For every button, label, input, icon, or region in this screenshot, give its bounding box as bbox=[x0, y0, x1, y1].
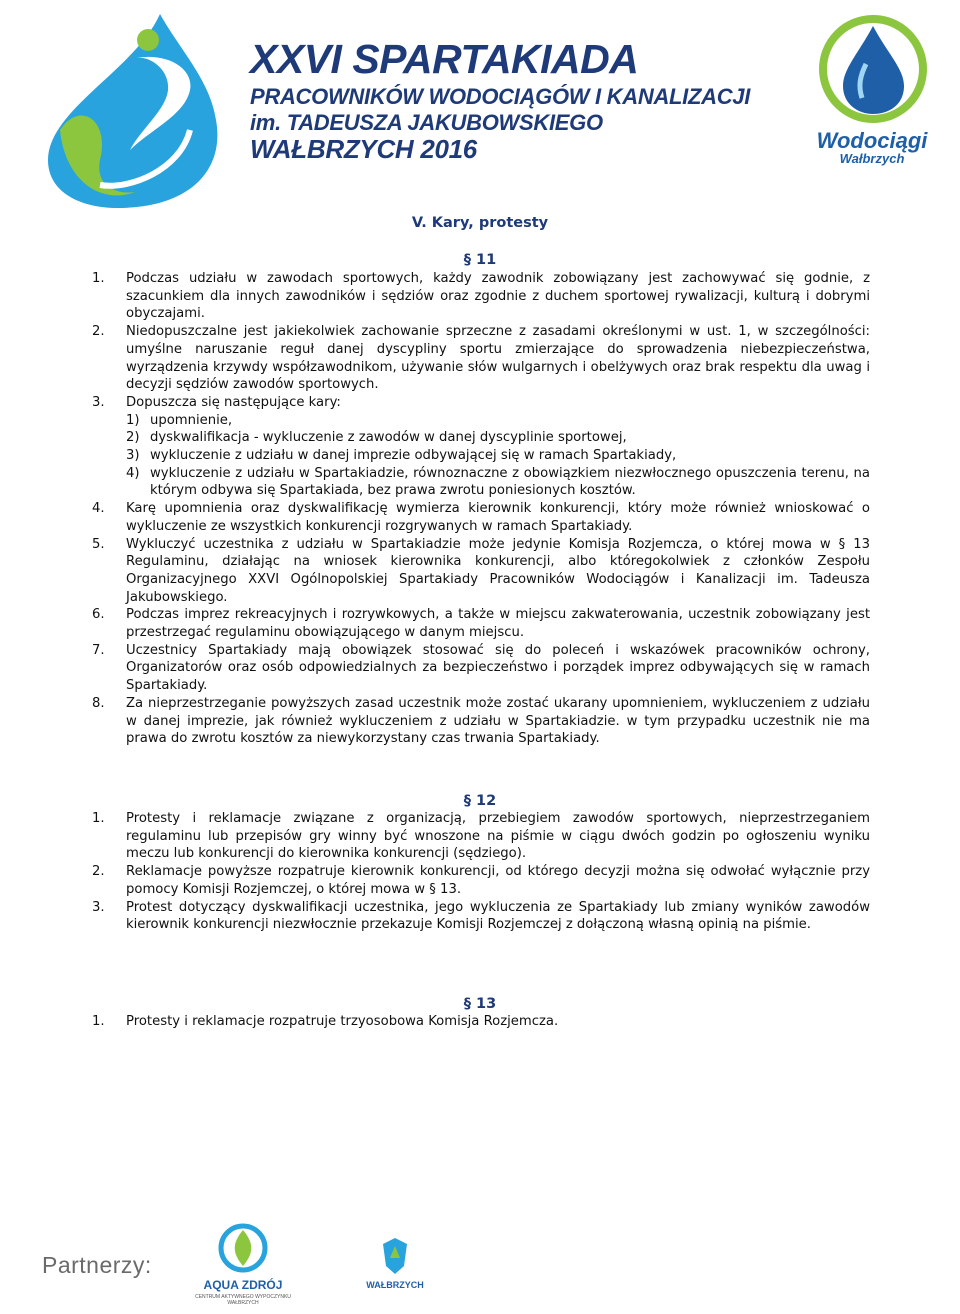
item-text: Karę upomnienia oraz dyskwalifikację wymierza kierownik konkurencji, który może również wnioskować o wykluczenie ze wszystkich konkurencji rozgrywanych w ramach Spartakiady. bbox=[126, 501, 870, 534]
wodociagi-logo-city: Wałbrzych bbox=[839, 151, 905, 166]
list-item bbox=[92, 863, 870, 898]
list-item bbox=[92, 394, 870, 500]
paragraph-12-list bbox=[92, 810, 870, 934]
item-number: 4. bbox=[92, 501, 105, 517]
item-text: Podczas udziału w zawodach sportowych, każdy zawodnik zobowiązany jest zachowywać się godnie, z szacunkiem dla innych zawodników i sędziów oraz zgodnie z duchem sportowej rywalizacji, kulturą i dobrymi obyczajami. bbox=[126, 271, 870, 322]
item-text: Protesty i reklamacje związane z organizacją, przebiegiem zawodów sportowych, nieprzestrzeganiem regulaminu lub przepisów gry winny być wnoszone na piśmie w ciągu dwóch godzin po ogłoszeniu wyniku meczu lub konkurencji do kierownika konkurencji (sędziego). bbox=[126, 811, 870, 862]
penalty-number: 4) bbox=[126, 465, 140, 481]
partner1-subtitle: CENTRUM AKTYWNEGO WYPOCZYNKU WAŁBRZYCH bbox=[195, 1294, 291, 1306]
paragraph-12-heading: § 12 bbox=[463, 793, 497, 809]
list-item bbox=[92, 606, 870, 641]
item-text: Niedopuszczalne jest jakiekolwiek zachowanie sprzeczne z zasadami określonymi w ust. 1, w szczególności: umyślne naruszanie reguł danej dyscypliny sportu zmierzające do sprowadzenia niebezpieczeństwa, wyrządzenia krzywdy współzawodnikom, używanie słów wulgarnych i obelżywych oraz brak respektu dla uwag i decyzji sędziów zawodów sportowych. bbox=[126, 324, 870, 393]
item-text: Wykluczyć uczestnika z udziału w Spartakiadzie może jedynie Komisja Rozjemcza, o której mowa w § 13 Regulaminu, działając na wniosek kierownika konkurencji, albo któregokolwiek z członków Zespołu Organizacyjnego XXVI Ogólnopolskiej Spartakiady Pracowników Wodociągów i Kanalizacji im. Tadeusza Jakubowskiego. bbox=[126, 536, 870, 605]
item-number: 7. bbox=[92, 642, 105, 658]
list-item bbox=[92, 810, 870, 863]
penalty-text: wykluczenie z udziału w danej imprezie odbywającej się w ramach Spartakiady, bbox=[150, 448, 677, 464]
list-item bbox=[92, 536, 870, 607]
partner2-name: WAŁBRZYCH bbox=[366, 1280, 424, 1290]
penalty-text: dyskwalifikacja - wykluczenie z zawodów w danej dyscyplinie sportowej, bbox=[150, 430, 627, 446]
event-subtitle-line1: PRACOWNIKÓW WODOCIĄGÓW I KANALIZACJI bbox=[250, 84, 751, 109]
penalty-number: 3) bbox=[126, 448, 140, 464]
penalty-item bbox=[126, 429, 870, 447]
wodociagi-logo bbox=[818, 14, 928, 124]
section-title: V. Kary, protesty bbox=[411, 215, 549, 231]
penalty-item bbox=[126, 465, 870, 500]
aqua-zdroj-logo bbox=[215, 1222, 271, 1274]
item-number: 2. bbox=[92, 864, 105, 880]
walbrzych-crest-icon bbox=[380, 1236, 410, 1276]
event-subtitle-line2: im. TADEUSZA JAKUBOWSKIEGO bbox=[250, 110, 603, 135]
item-number: 3. bbox=[92, 899, 105, 915]
item-text: Protesty i reklamacje rozpatruje trzyosobowa Komisja Rozjemcza. bbox=[126, 1014, 559, 1029]
list-item bbox=[92, 695, 870, 748]
item-number: 8. bbox=[92, 695, 105, 711]
penalties-list bbox=[126, 412, 870, 501]
item-number: 3. bbox=[92, 394, 105, 410]
wodociagi-drop bbox=[843, 26, 904, 114]
wodociagi-logo-name: Wodociągi bbox=[816, 128, 928, 153]
item-text: Za nieprzestrzeganie powyższych zasad uczestnik może zostać ukarany upomnieniem, wykluczeniem z udziału w danej imprezie, jak również wykluczeniem z udziału w Spartakiadzie. w tym przypadku uczestnik nie ma prawa do zwrotu kosztów za niewykorzystany czas trwania Spartakiady. bbox=[126, 695, 870, 747]
penalty-text: upomnienie, bbox=[150, 412, 233, 428]
paragraph-13-heading: § 13 bbox=[463, 996, 497, 1012]
penalty-item bbox=[126, 412, 870, 430]
list-item bbox=[92, 270, 870, 323]
event-city-year: WAŁBRZYCH 2016 bbox=[250, 134, 477, 164]
item-number: 2. bbox=[92, 324, 105, 340]
partners-label: Partnerzy: bbox=[42, 1252, 152, 1278]
penalty-item bbox=[126, 447, 870, 465]
item-text: Uczestnicy Spartakiady mają obowiązek stosować się do poleceń i wskazówek pracowników ochrony, Organizatorów oraz osób odpowiedzialnych za bezpieczeństwo i porządek imprez odbywających się w ramach Spartakiady. bbox=[126, 642, 870, 694]
item-text: Podczas imprez rekreacyjnych i rozrywkowych, a także w miejscu zakwaterowania, uczestnik zobowiązany jest przestrzegać regulaminu obowiązującego w danym miejscu. bbox=[126, 607, 870, 641]
list-item bbox=[92, 323, 870, 394]
logo-drop-shape bbox=[48, 14, 217, 208]
paragraph-11-heading: § 11 bbox=[463, 252, 497, 268]
item-text: Reklamacje powyższe rozpatruje kierownik konkurencji, od którego decyzji można się odwołać wyłącznie przy pomocy Komisji Rozjemczej, o której mowa w § 13. bbox=[126, 864, 870, 897]
item-text: Dopuszcza się następujące kary: bbox=[126, 394, 341, 410]
list-item bbox=[92, 899, 870, 934]
spartakiada-logo bbox=[40, 10, 230, 210]
logo-athlete-head bbox=[137, 29, 159, 51]
penalty-number: 2) bbox=[126, 430, 140, 446]
item-number: 1. bbox=[92, 811, 105, 826]
list-item bbox=[92, 1013, 870, 1031]
paragraph-11-list bbox=[92, 270, 870, 748]
item-number: 1. bbox=[92, 1014, 105, 1029]
list-item bbox=[92, 642, 870, 695]
partner1-name: AQUA ZDRÓJ bbox=[203, 1278, 283, 1292]
aqua-zdroj-leaf bbox=[235, 1230, 252, 1266]
penalty-text: wykluczenie z udziału w Spartakiadzie, równoznaczne z obowiązkiem niezwłocznego opuszczenia terenu, na którym odbywa się Spartakiada, bez prawa zwrotu poniesionych kosztów. bbox=[150, 465, 870, 499]
list-item bbox=[92, 500, 870, 535]
item-number: 5. bbox=[92, 536, 105, 552]
item-number: 6. bbox=[92, 607, 105, 623]
item-text: Protest dotyczący dyskwalifikacji uczestnika, jego wykluczenia ze Spartakiady lub zmiany wyników zawodów kierownik konkurencji niezwłocznie przekazuje Komisji Rozjemczej z dołączoną własną opinią na piśmie. bbox=[126, 899, 870, 933]
penalty-number: 1) bbox=[126, 412, 140, 428]
item-number: 1. bbox=[92, 271, 105, 286]
event-title: XXVI SPARTAKIADA bbox=[250, 36, 639, 82]
paragraph-13-list bbox=[92, 1013, 870, 1031]
